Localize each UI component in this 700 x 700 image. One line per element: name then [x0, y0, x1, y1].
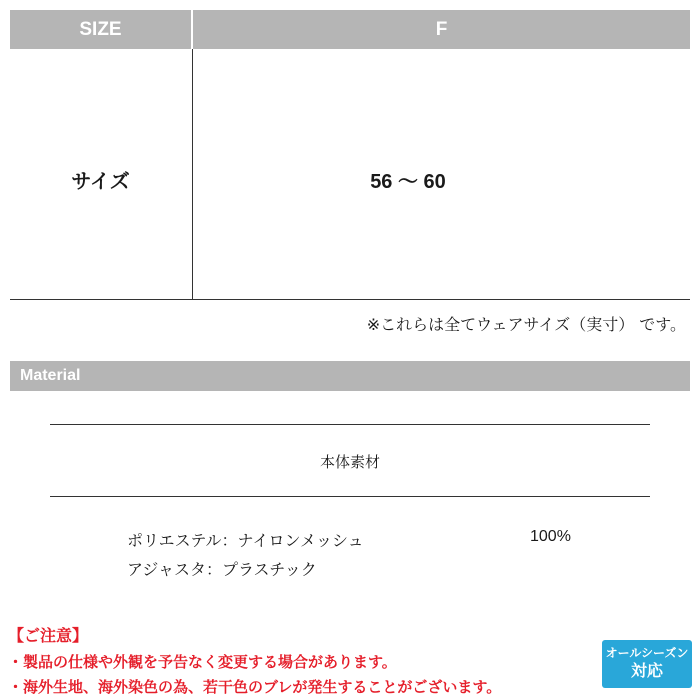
- all-season-badge: [602, 640, 692, 688]
- size-row-value: 56 〜 60: [370, 171, 446, 193]
- size-header-label: SIZE: [79, 19, 122, 40]
- caution-line: ・製品の仕様や外観を予告なく変更する場合があります。: [8, 653, 397, 671]
- material-subheader: 本体素材: [319, 453, 380, 471]
- size-row-label: サイズ: [71, 169, 130, 193]
- size-header-cell: [10, 10, 191, 49]
- free-size-header-label: F: [435, 19, 448, 40]
- material-row-name: ポリエステル：ナイロンメッシュ: [127, 531, 364, 550]
- material-bottom-rule: [50, 496, 650, 497]
- badge-line-1: オールシーズン: [605, 646, 689, 660]
- size-note: ※これらは全てウェアサイズ（実寸） です。: [366, 315, 686, 334]
- material-header: [10, 361, 690, 391]
- caution-title: 【ご注意】: [8, 626, 89, 645]
- material-top-rule: [50, 424, 650, 425]
- material-row-percent: 100%: [530, 528, 571, 545]
- size-table-bottom-rule: [10, 299, 690, 300]
- size-table-header: [10, 10, 690, 49]
- caution-line: ・海外生地、海外染色の為、若干色のブレが発生することがございます。: [8, 678, 502, 696]
- material-row-name: アジャスタ：プラスチック: [127, 560, 317, 579]
- free-size-header-cell: [193, 10, 690, 49]
- badge-line-2: 対応: [630, 661, 663, 680]
- material-header-label: Material: [20, 367, 81, 384]
